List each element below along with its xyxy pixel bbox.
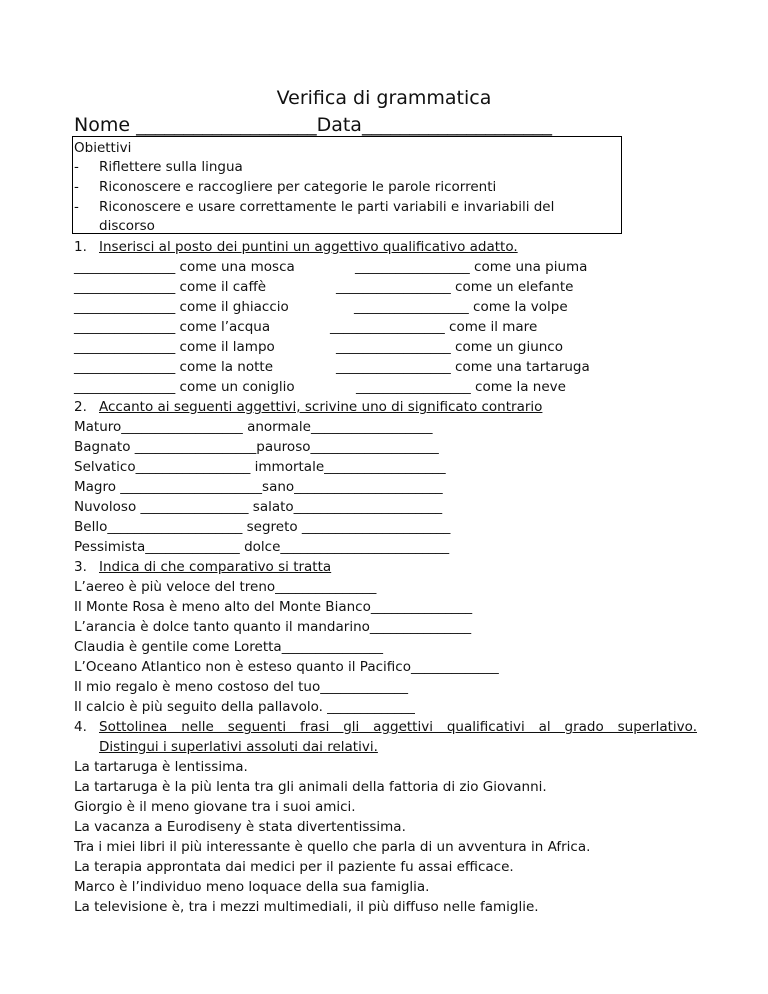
- exercise-row: Nuvoloso ________________ salato______________________: [74, 499, 443, 515]
- exercise-row: L’arancia è dolce tanto quanto il mandarino_______________: [74, 619, 472, 635]
- exercise-number: 2.: [74, 399, 87, 415]
- objective-bullet: -: [74, 199, 79, 215]
- page-title: Verifica di grammatica: [276, 87, 492, 109]
- exercise-row: Il Monte Rosa è meno alto del Monte Bianco_______________: [74, 599, 473, 615]
- exercise-row: _________________ come una tartaruga: [336, 359, 590, 375]
- objective-item: Riconoscere e raccogliere per categorie le parole ricorrenti: [99, 179, 497, 195]
- objectives-heading: Obiettivi: [74, 140, 132, 156]
- exercise-row: Marco è l’individuo meno loquace della sua famiglia.: [74, 879, 430, 895]
- exercise-row: La terapia approntata dai medici per il paziente fu assai efficace.: [74, 859, 514, 875]
- exercise-number: 3.: [74, 559, 87, 575]
- exercise-instruction: Sottolinea nelle seguenti frasi gli aggettivi qualificativi al grado superlativo.: [99, 719, 697, 735]
- exercise-row: Tra i miei libri il più interessante è quello che parla di un avventura in Africa.: [74, 839, 591, 855]
- exercise-row: Maturo__________________ anormale__________________: [74, 419, 433, 435]
- exercise-number: 1.: [74, 239, 87, 255]
- exercise-row: Il calcio è più seguito della pallavolo. _____________: [74, 699, 415, 715]
- exercise-instruction: Distingui i superlativi assoluti dai relativi.: [99, 739, 378, 755]
- exercise-number: 4.: [74, 719, 87, 735]
- exercise-row: Pessimista______________ dolce_________________________: [74, 539, 450, 555]
- exercise-row: La tartaruga è lentissima.: [74, 759, 248, 775]
- objective-bullet: -: [74, 179, 79, 195]
- exercise-row: Giorgio è il meno giovane tra i suoi amici.: [74, 799, 356, 815]
- exercise-row: Selvatico_________________ immortale__________________: [74, 459, 446, 475]
- exercise-row: Claudia è gentile come Loretta_______________: [74, 639, 383, 655]
- exercise-row: _______________ come un coniglio: [74, 379, 295, 395]
- exercise-row: _______________ come una mosca: [74, 259, 295, 275]
- name-date-line: Nome ___________________Data____________________: [74, 114, 552, 136]
- exercise-row: _______________ come l’acqua: [74, 319, 271, 335]
- objective-item: discorso: [99, 218, 155, 234]
- exercise-row: Il mio regalo è meno costoso del tuo_____________: [74, 679, 408, 695]
- objective-item: Riconoscere e usare correttamente le parti variabili e invariabili del: [99, 199, 555, 215]
- exercise-row: _______________ come il ghiaccio: [74, 299, 289, 315]
- exercise-row: _________________ come la volpe: [354, 299, 568, 315]
- exercise-row: La vacanza a Eurodiseny è stata divertentissima.: [74, 819, 406, 835]
- exercise-row: La televisione è, tra i mezzi multimediali, il più diffuso nelle famiglie.: [74, 899, 539, 915]
- exercise-row: _________________ come una piuma: [355, 259, 588, 275]
- exercise-row: _______________ come il lampo: [74, 339, 275, 355]
- exercise-instruction: Inserisci al posto dei puntini un aggettivo qualificativo adatto.: [99, 239, 518, 255]
- exercise-row: L’aereo è più veloce del treno_______________: [74, 579, 377, 595]
- exercise-row: _______________ come il caffè: [74, 279, 267, 295]
- exercise-row: Magro _____________________sano______________________: [74, 479, 443, 495]
- exercise-row: _______________ come la notte: [74, 359, 273, 375]
- exercise-instruction: Accanto ai seguenti aggettivi, scrivine uno di significato contrario: [99, 399, 543, 415]
- exercise-row: Bagnato __________________pauroso___________________: [74, 439, 439, 455]
- objective-bullet: -: [74, 159, 79, 175]
- exercise-row: _________________ come un elefante: [336, 279, 574, 295]
- exercise-row: _________________ come un giunco: [336, 339, 563, 355]
- exercise-row: Bello____________________ segreto ______________________: [74, 519, 451, 535]
- exercise-row: _________________ come il mare: [330, 319, 538, 335]
- exercise-row: _________________ come la neve: [356, 379, 566, 395]
- exercise-row: La tartaruga è la più lenta tra gli animali della fattoria di zio Giovanni.: [74, 779, 547, 795]
- exercise-row: L’Oceano Atlantico non è esteso quanto il Pacifico_____________: [74, 659, 499, 675]
- objective-item: Riflettere sulla lingua: [99, 159, 243, 175]
- exercise-instruction: Indica di che comparativo si tratta: [99, 559, 332, 575]
